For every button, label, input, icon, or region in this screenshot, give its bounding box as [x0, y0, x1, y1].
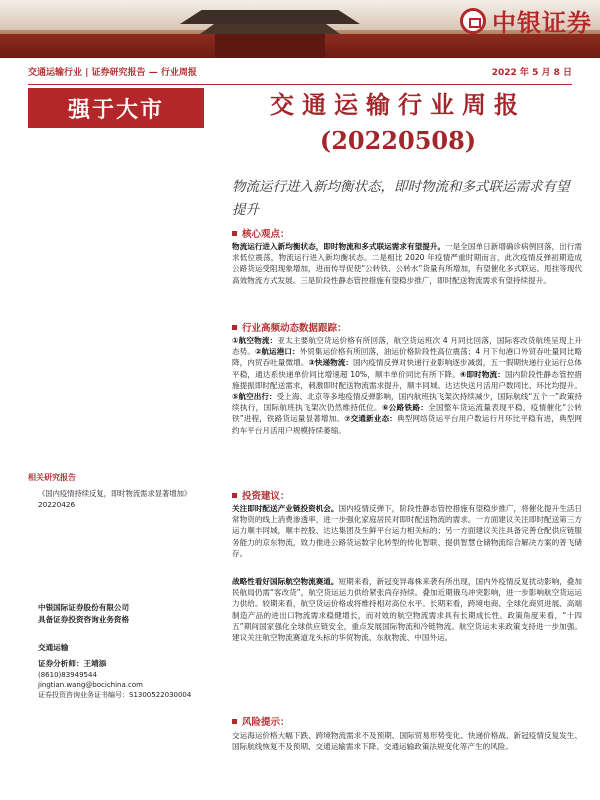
analyst-cert: 证券投资咨询业务证书编号：S1300522030004	[38, 691, 192, 699]
invest-lead-1: 关注即时配送产业链投资机会。	[232, 504, 339, 513]
section-risk-title: 风险提示：	[242, 717, 290, 728]
section-bullet-icon	[232, 231, 237, 236]
analyst-phone: (8610)83949544	[38, 671, 97, 679]
banner-palace-roof	[180, 10, 360, 24]
rating-badge	[28, 88, 204, 128]
data-text-6: 全国整车货运流量表现平稳，疫情催化“公转铁”进程，铁路货运量显著增加。	[232, 403, 582, 424]
invest-lead-2: 战略性看好国际航空物流赛道。	[232, 577, 339, 586]
core-lead: 物流运行进入新均衡状态，即时物流和多式联运需求有望提升。	[232, 242, 446, 251]
data-label-2: ②航运港口：	[254, 347, 300, 357]
report-title-line2: (20220508)	[319, 126, 477, 155]
section-core	[232, 226, 290, 240]
header-banner	[0, 0, 600, 58]
logo-text: 中银证券	[492, 9, 592, 37]
data-text-7: 典型网络货运平台用户数运行月环比平稳有进，典型网约车平台月活用户规模持续萎缩。	[232, 414, 582, 435]
invest-text-1: 国内疫情反弹下，阶段性静态管控措施有望稳步推广，将催化提升生活日常物资的线上消费渗透率，进一步强化家庭居民对即时配送物流的需求。一方面建议关注即时配送第三方运力顺丰同城，顺丰控股、达达集团及生鲜平台运力相关标的；另一方面建议关注具备完善仓配供应链服务能力的京东物流，致力推进公路货运数字化转型的传化智联、提供智慧仓储物流综合解决方案的普飞储存。	[232, 504, 583, 558]
data-text-4: 国内阶段性静态管控措施提振即时配送需求，刺激即时配送物流需求提升，顺丰同城、达达快送月活用户数同比、环比均提升。	[232, 369, 582, 390]
rating-label: 强于大市	[67, 96, 164, 123]
breadcrumb: 交通运输行业 | 证券研究报告 — 行业周报	[28, 67, 197, 78]
company-logo	[460, 3, 592, 38]
data-text-2: 外贸集运价格有所回落，油运价格阶段性高位震荡；4 月下旬港口外贸吞吐量同比略降，内贸吞吐量微增。	[232, 347, 582, 368]
banner-palace-roof-lower	[200, 24, 340, 34]
section-core-title: 核心观点：	[242, 229, 290, 240]
invest-text-2: 短期来看，新冠变异毒株来袭有所出现，国内外疫情反复扰动影响，叠加民航局仍需“客改货”，航空货运运力供给紧张尚存持续。叠加近期俄乌冲突影响，进一步影响航空货运运力供给。较期来看，航空货运价格或将维持相对高位水平。长期来看，跨境电商、全球化商贸进展、高端制造产品的进出口物流需求稳健增长，而对效的航空物流需求具有长期成长性。政策角度来看，“十四五”期间国家强化全球供应链安全，重点发展国际物流和冷链物流。航空货运未来政策支持进一步加强。建议关注航空物流赛道龙头标的华贸物流、东航物流、中国外运。	[232, 577, 583, 643]
section-invest-title: 投资建议：	[242, 491, 290, 502]
data-label-1: ①航空物流：	[232, 336, 278, 345]
related-research-title: 相关研究报告	[28, 473, 76, 482]
data-label-7: ⑦交通新业态：	[344, 414, 397, 424]
section-bullet-icon	[232, 325, 237, 330]
banner-gate	[215, 34, 325, 58]
invest-paragraph-1	[232, 503, 582, 559]
company-qualification: 具备证券投资咨询业务资格	[38, 615, 130, 624]
analyst-email: jingtian.wang@bocichina.com	[38, 681, 143, 689]
report-title-line1: 交通运输行业周报	[270, 90, 526, 119]
data-text-5: 受上海、北京等多地疫情反弹影响，国内航班执飞架次持续减少，国际航线“五个一”政策持续执行，国际航班执飞架次仍然维持低位。	[232, 392, 582, 413]
core-text: 一是全国单日新增确诊病例回落，出行需求低位震荡，物流运行进入新均衡状态。二是相比 2020 年疫情严重时期而言，此次疫情反弹初期造成公路货运受阻现象增加，进而传导促使“公转铁、公转水”货量有所增加，有望催化多式联运、甩挂等现代高效物流方式发展。三是阶段性静态管控措施有望稳步推广，即时配送物流需求有望持续提升。	[232, 242, 583, 285]
report-title	[218, 88, 578, 158]
data-text-3: 国内疫情反弹对快递行业影响逐步减弱，五一假期快递行业运行总体平稳，通达系快递单价同比增速超 10%，顺丰单价同比有所下降。	[232, 358, 583, 379]
report-subtitle: 物流运行进入新均衡状态，即时物流和多式联运需求有望提升	[232, 179, 570, 218]
report-date: 2022 年 5 月 8 日	[491, 67, 572, 78]
boc-logo-icon	[460, 8, 486, 34]
data-text-1: 亚太主要航空货运价格有所回落，航空货运班次 4 月同比回落，国际客改货航班呈现上升态势。	[232, 336, 582, 357]
company-name: 中银国际证券股份有限公司	[38, 603, 130, 612]
data-paragraph	[232, 335, 582, 436]
sector-label: 交通运输	[38, 643, 69, 652]
meta-bar	[28, 58, 572, 85]
section-bullet-icon	[232, 493, 237, 498]
section-bullet-icon	[232, 719, 237, 724]
invest-paragraph-2	[232, 576, 582, 643]
related-research-item: 《国内疫情持续反复，即时物流需求显著增加》20220426	[38, 489, 192, 509]
core-paragraph	[232, 241, 582, 286]
section-risk	[232, 714, 290, 728]
section-data	[232, 320, 347, 334]
risk-paragraph: 交运海运价格大幅下跌、跨境物流需求不及预期、国际贸易形势变化、快递价格战、新冠疫情反复发生、国际航线恢复不及预期、交通运输需求下降、交通运输政策法规变化等产生的风险。	[232, 731, 582, 752]
data-label-4: ④即时物流：	[459, 369, 505, 379]
data-label-5: ⑤航空出行：	[232, 392, 277, 402]
data-label-6: ⑥公路铁路：	[381, 403, 429, 413]
section-data-title: 行业高频动态数据跟踪：	[242, 323, 347, 334]
section-invest	[232, 488, 290, 502]
analyst-name: 证券分析师：王靖添	[38, 659, 107, 668]
data-label-3: ③快递物流：	[308, 358, 354, 368]
